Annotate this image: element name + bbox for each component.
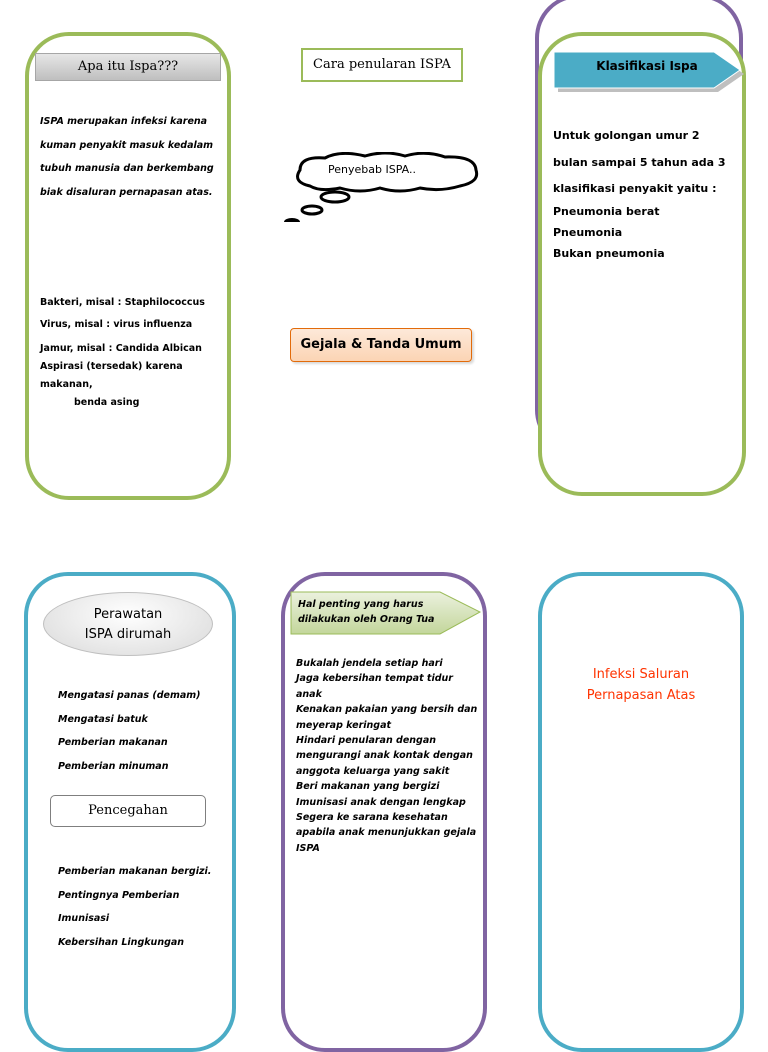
cloud-bubble-small	[285, 219, 299, 222]
cause-item: benda asing	[74, 397, 140, 408]
panel-cover	[538, 572, 744, 1052]
panel-classification	[538, 32, 746, 496]
tip-line: Beri makanan yang bergizi	[296, 781, 440, 793]
classification-line: Pneumonia	[553, 226, 623, 239]
symptoms-label: Gejala & Tanda Umum	[300, 337, 462, 352]
causes-list	[40, 292, 205, 412]
care-list	[58, 684, 201, 778]
tip-line: Segera ke sarana kesehatan	[296, 812, 448, 824]
care-item: Mengatasi batuk	[58, 713, 148, 725]
cause-item: makanan,	[40, 379, 93, 390]
tip-line: anggota keluarga yang sakit	[296, 765, 450, 777]
cloud-label: Penyebab ISPA..	[328, 163, 416, 176]
care-item: Mengatasi panas (demam)	[58, 690, 201, 701]
tip-line: ISPA	[296, 842, 320, 854]
panel-what-is-ispa	[25, 32, 231, 500]
prevention-item: Imunisasi	[58, 913, 110, 924]
prevention-title: Pencegahan	[88, 803, 168, 818]
home-care-title-line: Perawatan	[93, 607, 163, 622]
symptoms-scroll-box	[290, 328, 472, 362]
parent-tips-arrow-line: dilakukan oleh Orang Tua	[298, 614, 435, 625]
home-care-oval	[43, 592, 213, 656]
prevention-item: Pentingnya Pemberian	[58, 889, 180, 901]
classification-line: Pneumonia berat	[553, 205, 660, 218]
definition-paragraph	[40, 110, 214, 204]
classification-text	[553, 122, 726, 264]
transmission-title: Cara penularan ISPA	[313, 57, 451, 72]
definition-line: tubuh manusia dan berkembang	[40, 163, 214, 174]
cause-item: Aspirasi (tersedak) karena	[40, 361, 183, 372]
tip-line: meyerap keringat	[296, 719, 392, 731]
cause-item: Jamur, misal : Candida Albican	[40, 343, 202, 354]
care-item: Pemberian makanan	[58, 737, 168, 748]
cover-title-line: Pernapasan Atas	[586, 688, 696, 703]
tip-line: Hindari penularan dengan	[296, 735, 437, 747]
parent-tips-list	[296, 656, 477, 856]
prevention-list	[58, 860, 211, 954]
cloud-bubble-medium	[302, 206, 322, 214]
tip-line: anak	[296, 688, 322, 700]
definition-line: ISPA merupakan infeksi karena	[40, 116, 208, 127]
cause-item: Virus, misal : virus influenza	[40, 319, 193, 330]
definition-line: biak disaluran pernapasan atas.	[40, 186, 213, 198]
prevention-item: Pemberian makanan bergizi.	[58, 866, 212, 877]
tip-line: Imunisasi anak dengan lengkap	[296, 796, 466, 808]
heading-what-is-ispa: Apa itu Ispa???	[35, 53, 221, 81]
tip-line: apabila anak menunjukkan gejala	[296, 827, 477, 839]
classification-line: Bukan pneumonia	[553, 247, 665, 260]
prevention-item: Kebersihan Lingkungan	[58, 936, 185, 948]
transmission-title-box	[301, 48, 463, 82]
cover-title-line: Infeksi Saluran	[592, 667, 690, 682]
tip-line: Jaga kebersihan tempat tidur	[296, 673, 453, 685]
cover-title	[548, 664, 734, 706]
classification-line: Untuk golongan umur 2	[553, 129, 700, 142]
prevention-title-box	[50, 795, 206, 827]
home-care-title-line: ISPA dirumah	[84, 627, 172, 642]
cloud-bubble-large	[321, 192, 349, 202]
definition-line: kuman penyakit masuk kedalam	[40, 139, 214, 151]
parent-tips-arrow-label	[298, 597, 434, 627]
tip-line: mengurangi anak kontak dengan	[296, 750, 473, 762]
tip-line: Kenakan pakaian yang bersih dan	[296, 704, 478, 716]
tip-line: Bukalah jendela setiap hari	[296, 658, 443, 669]
care-item: Pemberian minuman	[58, 760, 169, 772]
classification-line: bulan sampai 5 tahun ada 3	[553, 156, 726, 169]
parent-tips-arrow-line: Hal penting yang harus	[298, 599, 424, 610]
classification-arrow-label: Klasifikasi Ispa	[596, 59, 698, 73]
cause-item: Bakteri, misal : Staphilococcus	[40, 297, 205, 308]
classification-line: klasifikasi penyakit yaitu :	[553, 182, 717, 195]
